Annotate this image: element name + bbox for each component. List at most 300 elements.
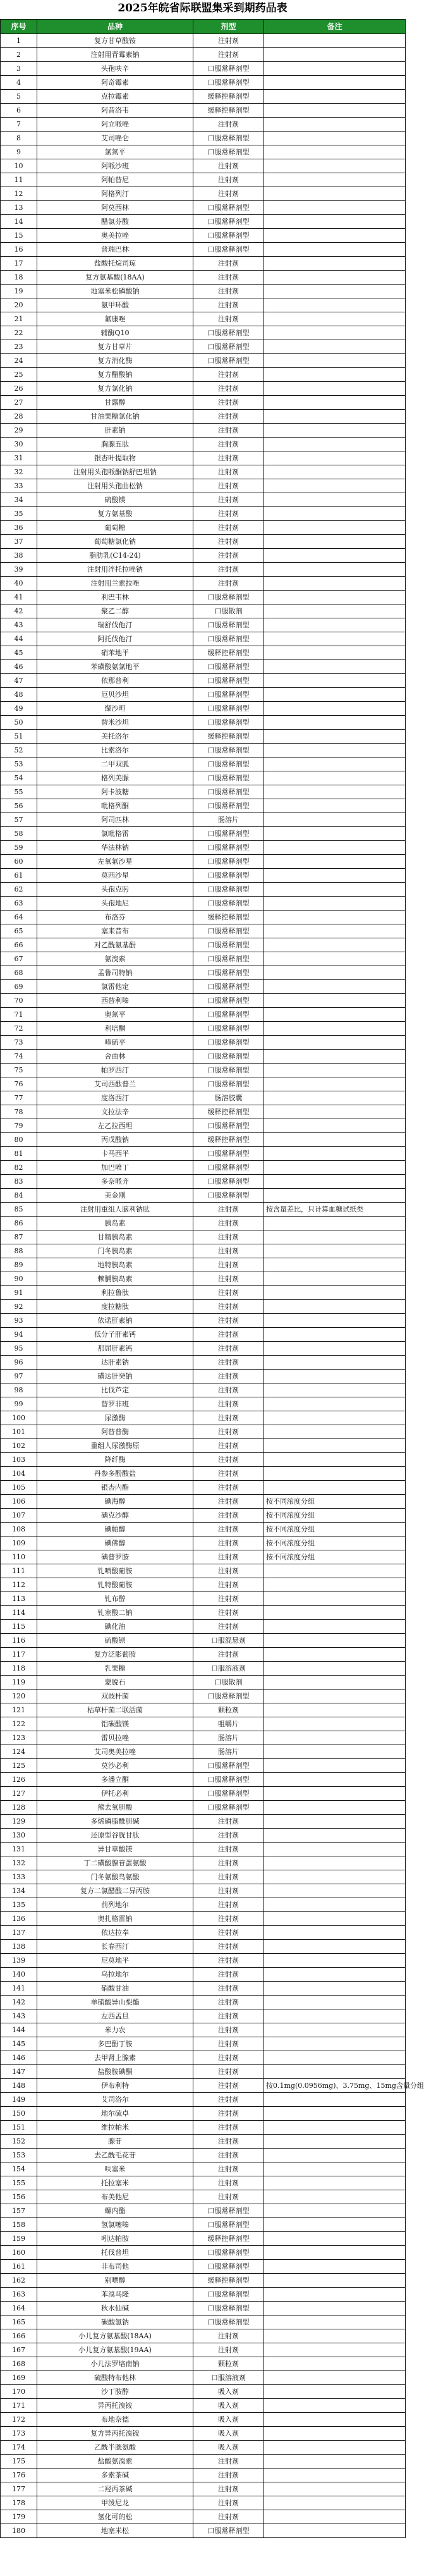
row-note: 按不同浓度分组 [264,1550,406,1564]
dosage-form: 注射剂 [193,382,264,396]
dosage-form: 口服常释剂型 [193,591,264,604]
dosage-form: 注射剂 [193,396,264,410]
drug-name: 阿格列汀 [37,187,193,201]
drug-name: 舍曲林 [37,1050,193,1064]
row-note [264,549,406,563]
row-index: 146 [1,2051,37,2065]
drug-name: 磺达肝癸钠 [37,1370,193,1383]
row-note [264,1244,406,1258]
dosage-form: 口服常释剂型 [193,215,264,229]
row-index: 60 [1,855,37,869]
table-row [1,451,406,465]
dosage-form: 缓释控释剂型 [193,2274,264,2288]
dosage-form: 注射剂 [193,1578,264,1592]
row-note [264,1690,406,1703]
table-row [1,757,406,771]
dosage-form: 注射剂 [193,1370,264,1383]
table-row [1,1815,406,1829]
table-row [1,924,406,938]
drug-name: 那屈肝素钙 [37,1342,193,1356]
row-index: 117 [1,1648,37,1662]
row-note [264,744,406,757]
dosage-form: 注射剂 [193,1592,264,1606]
drug-name: 门冬胰岛素 [37,1244,193,1258]
row-note [264,2399,406,2413]
row-note [264,451,406,465]
drug-name: 甘精胰岛素 [37,1230,193,1244]
drug-name: 注射用青霉素钠 [37,48,193,62]
dosage-form: 口服常释剂型 [193,2288,264,2302]
row-index: 97 [1,1370,37,1383]
row-index: 66 [1,938,37,952]
row-note [264,1703,406,1717]
drug-name: 阿昔洛韦 [37,104,193,118]
table-row [1,1481,406,1495]
drug-name: 赖脯胰岛素 [37,1272,193,1286]
table-row [1,271,406,285]
row-note [264,1189,406,1203]
row-index: 51 [1,730,37,744]
table-row [1,966,406,980]
drug-name: 头孢地尼 [37,897,193,911]
row-note [264,1843,406,1856]
table-row [1,2023,406,2037]
drug-name: 单硝酸异山梨酯 [37,1996,193,2009]
drug-name: 钆布醇 [37,1592,193,1606]
table-row [1,938,406,952]
drug-name: 复方甘草片 [37,340,193,354]
row-note [264,1717,406,1731]
dosage-form: 注射剂 [193,271,264,285]
table-row [1,549,406,563]
table-row [1,799,406,813]
drug-name: 乙酰半胱氨酸 [37,2441,193,2455]
dosage-form: 注射剂 [193,1843,264,1856]
table-row [1,145,406,159]
table-row [1,326,406,340]
row-note [264,2288,406,2302]
table-row [1,2315,406,2329]
row-note [264,326,406,340]
dosage-form: 注射剂 [193,1328,264,1342]
row-note [264,173,406,187]
table-row [1,1203,406,1217]
table-row [1,1036,406,1050]
drug-name: 辅酶Q10 [37,326,193,340]
table-row [1,1175,406,1189]
drug-name: 阿莫西林 [37,201,193,215]
table-row [1,591,406,604]
drug-name: 伊布利特 [37,2079,193,2093]
dosage-form: 注射剂 [193,1606,264,1620]
drug-name: 硫酸镁 [37,493,193,507]
drug-name: 莫沙必利 [37,1759,193,1773]
table-row [1,1884,406,1898]
drug-name: 左西孟旦 [37,2009,193,2023]
row-note: 按不同浓度分组 [264,1509,406,1523]
table-row [1,2385,406,2399]
table-row [1,1258,406,1272]
table-row [1,340,406,354]
table-row [1,215,406,229]
row-note [264,2190,406,2204]
table-row [1,1105,406,1119]
dosage-form: 口服常释剂型 [193,1690,264,1703]
row-note [264,2162,406,2176]
dosage-form: 口服溶液剂 [193,2371,264,2385]
row-index: 73 [1,1036,37,1050]
dosage-form: 注射剂 [193,2135,264,2149]
row-note [264,62,406,76]
dosage-form: 口服散剂 [193,604,264,618]
dosage-form: 注射剂 [193,1203,264,1217]
row-index: 125 [1,1759,37,1773]
row-index: 175 [1,2455,37,2469]
row-note [264,2107,406,2121]
row-note [264,938,406,952]
row-index: 22 [1,326,37,340]
dosage-form: 注射剂 [193,1884,264,1898]
row-index: 134 [1,1884,37,1898]
dosage-form: 口服常释剂型 [193,924,264,938]
dosage-form: 注射剂 [193,1815,264,1829]
dosage-form: 注射剂 [193,298,264,312]
drug-name: 胸腺五肽 [37,438,193,451]
drug-name: 氯氮平 [37,145,193,159]
dosage-form: 口服常释剂型 [193,757,264,771]
drug-name: 丙戊酸钠 [37,1133,193,1147]
row-note [264,1411,406,1425]
drug-name: 卡马西平 [37,1147,193,1161]
drug-name: 缬沙坦 [37,702,193,716]
row-index: 161 [1,2260,37,2274]
drug-name: 米力农 [37,2023,193,2037]
dosage-form: 口服常释剂型 [193,827,264,841]
dosage-form: 口服常释剂型 [193,618,264,632]
drug-name: 头孢呋辛 [37,62,193,76]
row-note [264,2051,406,2065]
table-row [1,1217,406,1230]
table-row [1,1982,406,1996]
row-index: 170 [1,2385,37,2399]
table-row [1,1077,406,1091]
table-row [1,702,406,716]
row-note [264,2496,406,2510]
table-row [1,1592,406,1606]
dosage-form: 注射剂 [193,1217,264,1230]
drug-name: 胰岛素 [37,1217,193,1230]
row-note [264,604,406,618]
row-note [264,1481,406,1495]
drug-name: 复方氯化钠 [37,382,193,396]
table-row [1,1050,406,1064]
row-note [264,2232,406,2246]
row-note [264,1564,406,1578]
row-index: 112 [1,1578,37,1592]
row-index: 155 [1,2176,37,2190]
row-index: 39 [1,563,37,577]
row-index: 48 [1,688,37,702]
dosage-form: 注射剂 [193,1244,264,1258]
drug-name: 瑞舒伐他汀 [37,618,193,632]
table-row [1,62,406,76]
drug-name: 注射用泮托拉唑钠 [37,563,193,577]
dosage-form: 注射剂 [193,1439,264,1453]
row-index: 78 [1,1105,37,1119]
row-index: 75 [1,1064,37,1077]
row-index: 62 [1,883,37,897]
row-note [264,1912,406,1926]
drug-name: 达肝素钠 [37,1356,193,1370]
table-row [1,771,406,785]
row-note [264,1940,406,1954]
row-note [264,563,406,577]
row-index: 106 [1,1495,37,1509]
table-row [1,855,406,869]
row-index: 139 [1,1954,37,1968]
row-note [264,688,406,702]
dosage-form: 口服常释剂型 [193,632,264,646]
drug-name: 帕罗西汀 [37,1064,193,1077]
dosage-form: 注射剂 [193,1411,264,1425]
table-row [1,2302,406,2315]
row-note [264,1731,406,1745]
row-index: 115 [1,1620,37,1634]
table-row [1,2232,406,2246]
row-note [264,2037,406,2051]
table-row [1,2413,406,2427]
dosage-form: 缓释控释剂型 [193,911,264,924]
table-row [1,1300,406,1314]
drug-name: 低分子肝素钙 [37,1328,193,1342]
row-index: 107 [1,1509,37,1523]
dosage-form: 口服常释剂型 [193,799,264,813]
drug-name: 阿奇霉素 [37,76,193,90]
table-row [1,1536,406,1550]
table-row [1,1606,406,1620]
row-index: 20 [1,298,37,312]
dosage-form: 注射剂 [193,1383,264,1397]
table-row [1,827,406,841]
row-note [264,438,406,451]
dosage-form: 口服常释剂型 [193,2524,264,2538]
row-note [264,1592,406,1606]
dosage-form: 注射剂 [193,2162,264,2176]
header-form: 剂型 [193,20,264,34]
dosage-form: 口服常释剂型 [193,994,264,1008]
drug-name: 尿激酶 [37,1411,193,1425]
row-index: 102 [1,1439,37,1453]
row-note [264,2371,406,2385]
row-note [264,994,406,1008]
dosage-form: 注射剂 [193,1272,264,1286]
row-note [264,187,406,201]
row-index: 86 [1,1217,37,1230]
row-index: 151 [1,2121,37,2135]
row-index: 149 [1,2093,37,2107]
dosage-form: 注射剂 [193,1230,264,1244]
table-row [1,716,406,730]
row-index: 133 [1,1870,37,1884]
row-note [264,646,406,660]
row-index: 103 [1,1453,37,1467]
row-index: 128 [1,1801,37,1815]
row-index: 141 [1,1982,37,1996]
table-row [1,424,406,438]
drug-name: 奥氮平 [37,1008,193,1022]
table-row [1,980,406,994]
dosage-form: 吸入剂 [193,2385,264,2399]
table-row [1,1230,406,1244]
row-index: 176 [1,2469,37,2482]
row-index: 111 [1,1564,37,1578]
drug-name: 蒙脱石 [37,1676,193,1690]
table-row [1,1690,406,1703]
row-index: 169 [1,2371,37,2385]
dosage-form: 口服常释剂型 [193,2302,264,2315]
table-row [1,841,406,855]
row-index: 124 [1,1745,37,1759]
drug-name: 艾司西酞普兰 [37,1077,193,1091]
drug-name: 克拉霉素 [37,90,193,104]
table-row [1,159,406,173]
dosage-form: 颗粒剂 [193,2357,264,2371]
row-index: 57 [1,813,37,827]
row-index: 35 [1,507,37,521]
drug-name: 碘克沙醇 [37,1509,193,1523]
row-index: 154 [1,2162,37,2176]
row-note [264,132,406,145]
row-note [264,1397,406,1411]
row-index: 21 [1,312,37,326]
table-row [1,90,406,104]
row-note [264,1467,406,1481]
row-index: 135 [1,1898,37,1912]
dosage-form: 注射剂 [193,1509,264,1523]
dosage-form: 口服常释剂型 [193,201,264,215]
row-note [264,2149,406,2162]
row-note [264,159,406,173]
table-row [1,1495,406,1509]
row-note [264,354,406,368]
drug-name: 尼莫地平 [37,1954,193,1968]
drug-name: 阿立哌唑 [37,118,193,132]
drug-name: 利巴韦林 [37,591,193,604]
row-note [264,285,406,298]
row-note [264,2329,406,2343]
row-index: 10 [1,159,37,173]
table-row [1,2093,406,2107]
table-row [1,1064,406,1077]
row-index: 178 [1,2496,37,2510]
row-note [264,771,406,785]
row-index: 6 [1,104,37,118]
row-index: 2 [1,48,37,62]
table-row [1,243,406,257]
row-note [264,785,406,799]
drug-name: 莫西沙星 [37,869,193,883]
table-row [1,1383,406,1397]
drug-name: 阿哌沙班 [37,159,193,173]
drug-name: 替米沙坦 [37,716,193,730]
row-note [264,757,406,771]
table-row [1,1467,406,1481]
table-row [1,2121,406,2135]
dosage-form: 注射剂 [193,1968,264,1982]
row-index: 156 [1,2190,37,2204]
dosage-form: 口服混悬剂 [193,1634,264,1648]
row-note [264,2455,406,2469]
dosage-form: 注射剂 [193,438,264,451]
table-row [1,994,406,1008]
row-index: 162 [1,2274,37,2288]
row-index: 173 [1,2427,37,2441]
row-index: 7 [1,118,37,132]
row-index: 179 [1,2510,37,2524]
drug-name: 丁二磺酸腺苷蛋氨酸 [37,1856,193,1870]
row-index: 26 [1,382,37,396]
row-index: 168 [1,2357,37,2371]
drug-name: 乳果糖 [37,1662,193,1676]
row-note [264,2065,406,2079]
drug-name: 依那普利 [37,674,193,688]
drug-name: 利拉鲁肽 [37,1286,193,1300]
table-row [1,2399,406,2413]
table-row [1,813,406,827]
dosage-form: 注射剂 [193,2329,264,2343]
drug-name: 铝碳酸镁 [37,1717,193,1731]
drug-name: 度洛西汀 [37,1091,193,1105]
drug-name: 熊去氧胆酸 [37,1801,193,1815]
drug-name: 比伐芦定 [37,1383,193,1397]
row-index: 47 [1,674,37,688]
row-index: 54 [1,771,37,785]
dosage-form: 注射剂 [193,368,264,382]
drug-name: 钆喷酸葡胺 [37,1564,193,1578]
row-note [264,2218,406,2232]
row-index: 167 [1,2343,37,2357]
drug-name: 华法林钠 [37,841,193,855]
row-index: 37 [1,535,37,549]
dosage-form: 口服常释剂型 [193,1787,264,1801]
dosage-form: 注射剂 [193,159,264,173]
dosage-form: 缓释控释剂型 [193,2232,264,2246]
row-note [264,1286,406,1300]
dosage-form: 注射剂 [193,1286,264,1300]
row-index: 52 [1,744,37,757]
row-note [264,1036,406,1050]
drug-name: 长春西汀 [37,1940,193,1954]
dosage-form: 注射剂 [193,1495,264,1509]
row-index: 100 [1,1411,37,1425]
row-index: 122 [1,1717,37,1731]
row-note [264,577,406,591]
drug-name: 左乙拉西坦 [37,1119,193,1133]
table-row [1,2427,406,2441]
row-index: 171 [1,2399,37,2413]
drug-name: 阿替普酶 [37,1425,193,1439]
row-index: 145 [1,2037,37,2051]
dosage-form: 注射剂 [193,1926,264,1940]
drug-name: 奥扎格雷钠 [37,1912,193,1926]
table-row [1,604,406,618]
table-row [1,1787,406,1801]
dosage-form: 口服溶液剂 [193,1662,264,1676]
row-note [264,966,406,980]
row-index: 143 [1,2009,37,2023]
row-index: 113 [1,1592,37,1606]
row-index: 43 [1,618,37,632]
